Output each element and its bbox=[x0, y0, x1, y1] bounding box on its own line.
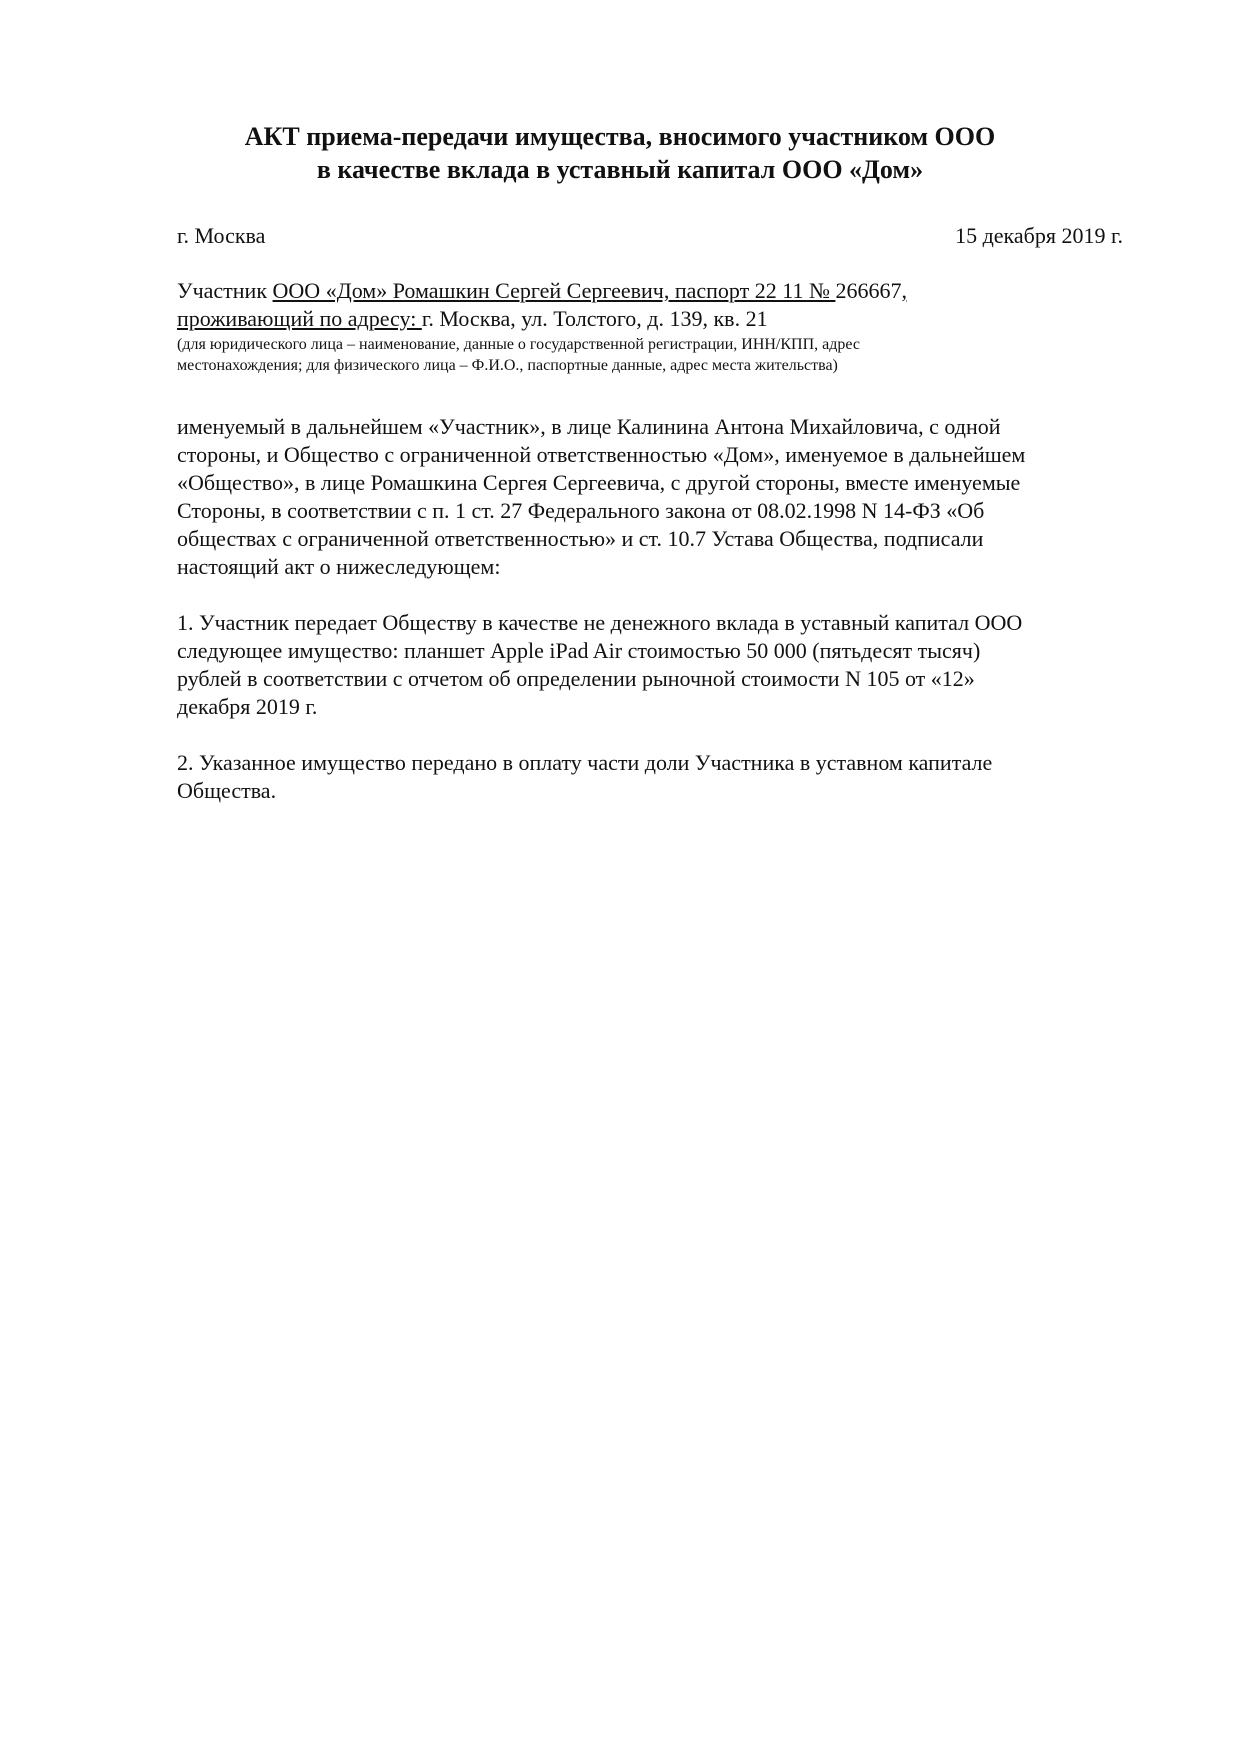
clause-2-line: 2. Указанное имущество передано в оплату части доли Участника в уставном капитале bbox=[177, 750, 993, 775]
residence-label: проживающий по адресу: bbox=[177, 306, 422, 331]
clause-2-line: Общества. bbox=[177, 778, 277, 803]
note-line-1: (для юридического лица – наименование, данные о государственной регистрации, ИНН/КПП, адрес bbox=[177, 336, 860, 353]
intro-line: Стороны, в соответствии с п. 1 ст. 27 Федерального закона от 08.02.1998 N 14-ФЗ «Об bbox=[177, 498, 985, 523]
participant-note bbox=[177, 334, 1137, 376]
document-date: 15 декабря 2019 г. bbox=[955, 223, 1123, 248]
note-line-2: местонахождения; для физического лица – Ф.И.О., паспортные данные, адрес места жительства) bbox=[177, 357, 838, 374]
participant-comma: , bbox=[901, 278, 907, 303]
participant-line-1 bbox=[177, 277, 1137, 305]
clause-1 bbox=[177, 609, 1137, 721]
city: г. Москва bbox=[177, 223, 266, 248]
clause-1-line: следующее имущество: планшет Apple iPad Air стоимостью 50 000 (пятьдесят тысяч) bbox=[177, 638, 981, 663]
clause-1-line: декабря 2019 г. bbox=[177, 694, 318, 719]
clause-1-line: рублей в соответствии с отчетом об определении рыночной стоимости N 105 от «12» bbox=[177, 666, 975, 691]
document-title bbox=[0, 120, 1240, 186]
participant-name-passport: ООО «Дом» Ромашкин Сергей Сергеевич, паспорт 22 11 № bbox=[272, 278, 836, 303]
intro-line: именуемый в дальнейшем «Участник», в лице Калинина Антона Михайловича, с одной bbox=[177, 414, 1001, 439]
intro-line: настоящий акт о нижеследующем: bbox=[177, 554, 501, 579]
participant-prefix: Участник bbox=[177, 278, 273, 303]
participant-block bbox=[177, 277, 1137, 376]
title-line-1: АКТ приема-передачи имущества, вносимого участником ООО bbox=[244, 122, 996, 151]
intro-paragraph bbox=[177, 413, 1137, 581]
intro-line: «Общество», в лице Ромашкина Сергея Сергеевича, с другой стороны, вместе именуемые bbox=[177, 470, 1021, 495]
document-body bbox=[177, 413, 1137, 833]
title-line-2: в качестве вклада в уставный капитал ООО «Дом» bbox=[316, 155, 924, 184]
participant-address: г. Москва, ул. Толстого, д. 139, кв. 21 bbox=[421, 306, 768, 331]
intro-line: обществах с ограниченной ответственностью» и ст. 10.7 Устава Общества, подписали bbox=[177, 526, 984, 551]
clause-2 bbox=[177, 749, 1137, 805]
participant-line-2 bbox=[177, 305, 1137, 333]
intro-line: стороны, и Общество с ограниченной ответственностью «Дом», именуемое в дальнейшем bbox=[177, 442, 1026, 467]
clause-1-line: 1. Участник передает Обществу в качестве не денежного вклада в уставный капитал ООО bbox=[177, 610, 1023, 635]
passport-number: 266667 bbox=[835, 278, 902, 303]
